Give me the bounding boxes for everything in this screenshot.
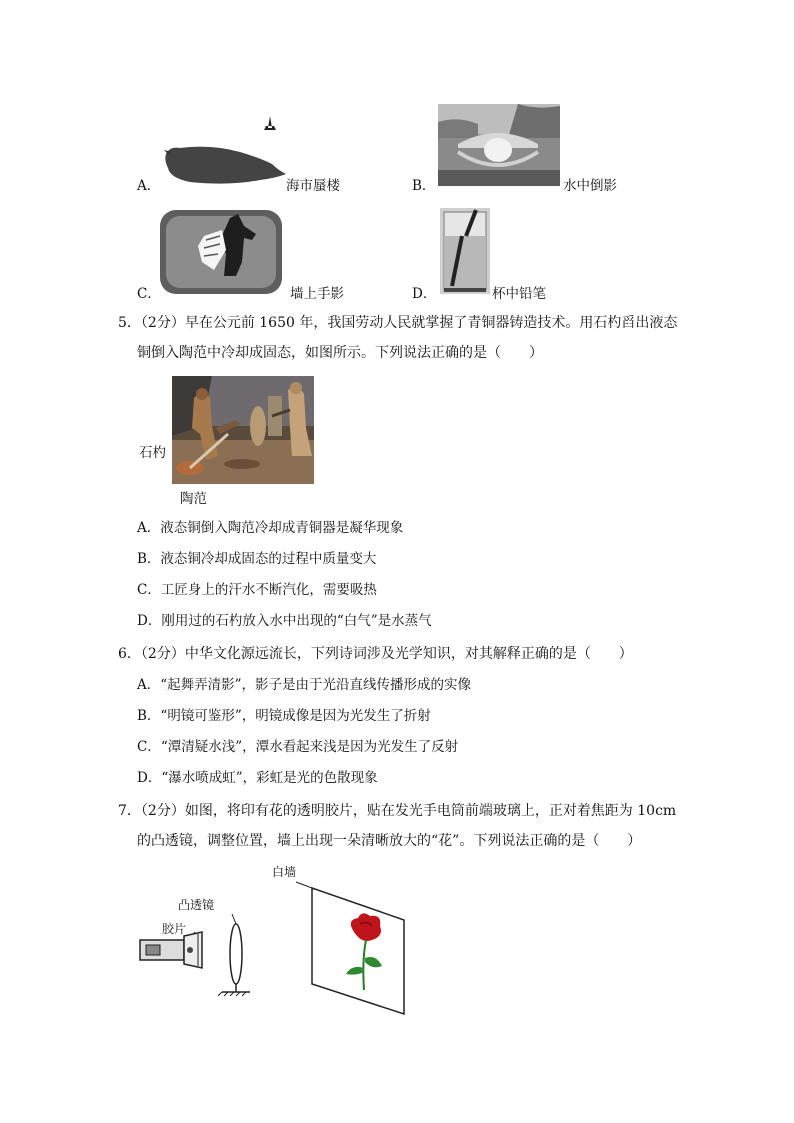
convex-lens-icon — [218, 924, 250, 996]
option-caption: 杯中铅笔 — [492, 286, 546, 302]
question-stem: 5．（2分）早在公元前 1650 年，我国劳动人民就掌握了青铜器铸造技术。用石杓舀出液态 — [118, 315, 678, 331]
question-stem: 7．（2分）如图，将印有花的透明胶片，贴在发光手电筒前端玻璃上，正对着焦距为 10cm — [118, 803, 677, 819]
pencil-in-cup-image — [440, 208, 490, 294]
option-letter: A． — [137, 178, 161, 194]
option-a: A．液态铜倒入陶范冷却成青铜器是凝华现象 — [137, 520, 404, 536]
wall-leader-line — [296, 882, 312, 888]
wall-label: 白墙 — [272, 865, 297, 879]
film-label: 胶片 — [162, 922, 187, 936]
question-stem: 6．（2分）中华文化源远流长，下列诗词涉及光学知识，对其解释正确的是（ ） — [118, 646, 633, 662]
option-d: D．“瀑水喷成虹”，彩虹是光的色散现象 — [137, 770, 378, 786]
mirage-image — [160, 108, 288, 190]
convex-lens-setup-figure — [136, 880, 416, 1016]
option-b: B．“明镜可鉴形”，明镜成像是因为光发生了折射 — [137, 708, 431, 724]
question-stem: 铜倒入陶范中冷却成固态，如图所示。下列说法正确的是（ ） — [137, 345, 543, 361]
option-letter: B． — [412, 178, 436, 194]
white-wall-icon — [312, 888, 404, 1014]
water-reflection-image — [438, 104, 560, 186]
option-c: C．工匠身上的汗水不断汽化，需要吸热 — [137, 582, 377, 598]
question-stem: 的凸透镜，调整位置，墙上出现一朵清晰放大的“花”。下列说法正确的是（ ） — [137, 833, 642, 849]
option-b: B．液态铜冷却成固态的过程中质量变大 — [137, 551, 377, 567]
option-c: C．“潭清疑水浅”，潭水看起来浅是因为光发生了反射 — [137, 739, 459, 755]
option-d: D．刚用过的石杓放入水中出现的“白气”是水蒸气 — [137, 613, 432, 629]
ladle-label: 石杓 — [139, 445, 166, 461]
lens-label: 凸透镜 — [178, 898, 215, 912]
option-a: A．“起舞弄清影”，影子是由于光沿直线传播形成的实像 — [137, 677, 472, 693]
bronze-casting-image — [172, 376, 314, 484]
flashlight-icon — [140, 932, 202, 968]
option-letter: C． — [137, 286, 161, 302]
option-caption: 海市蜃楼 — [286, 178, 340, 194]
hand-shadow-image — [160, 210, 282, 294]
option-letter: D． — [412, 286, 437, 302]
option-caption: 墙上手影 — [290, 286, 344, 302]
lens-leader-line — [232, 914, 236, 924]
option-caption: 水中倒影 — [563, 178, 617, 194]
mold-label: 陶范 — [180, 491, 207, 507]
